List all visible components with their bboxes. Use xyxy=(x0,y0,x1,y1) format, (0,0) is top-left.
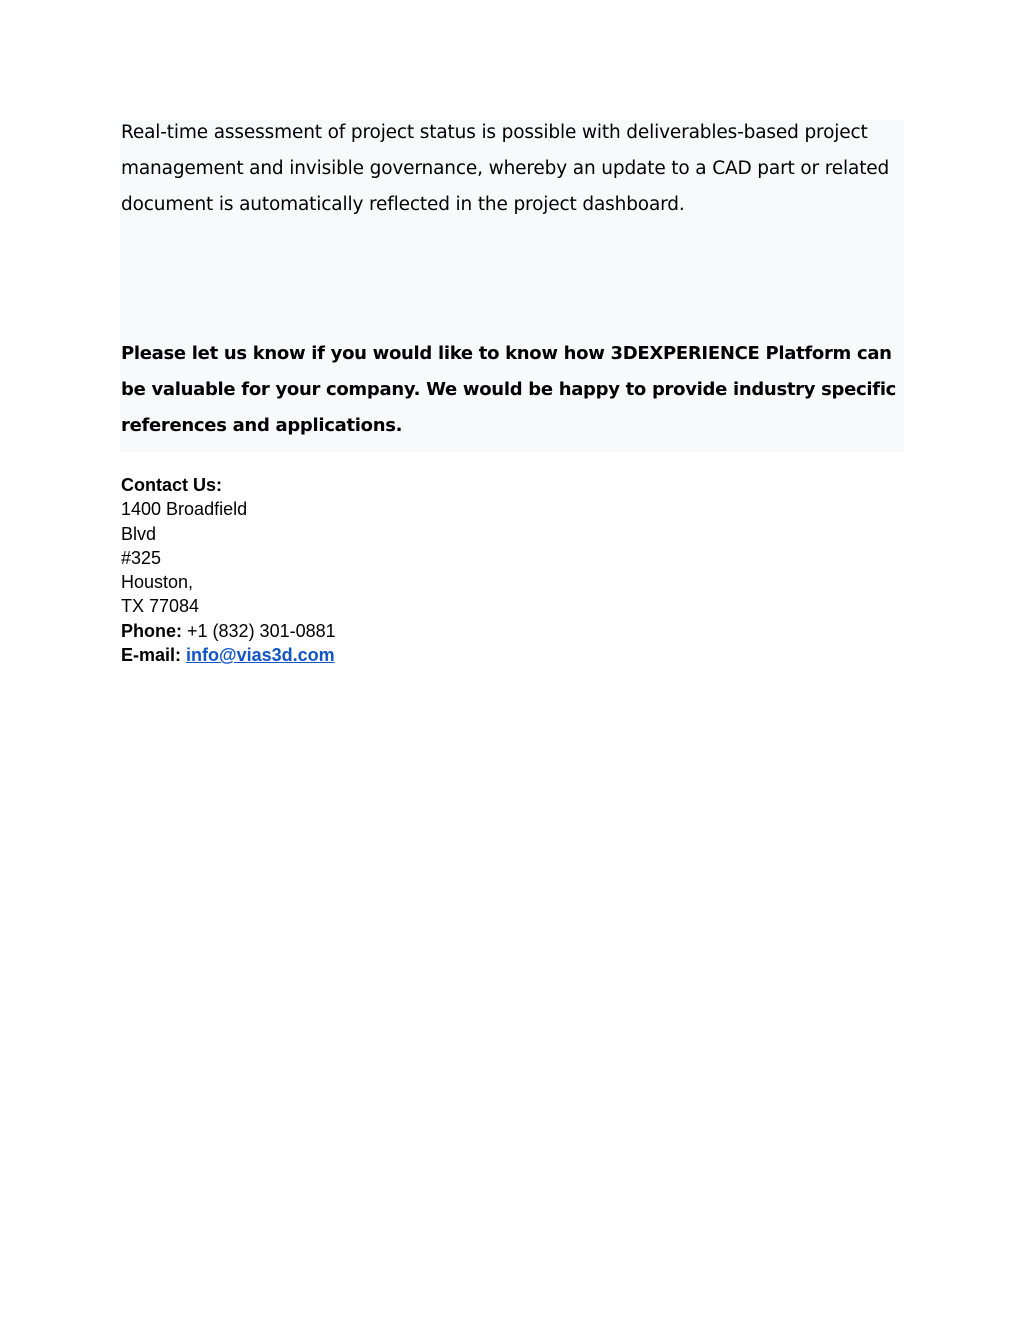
phone-line xyxy=(121,619,336,643)
address-line-2: Blvd xyxy=(121,523,157,544)
project-status-paragraph: Real-time assessment of project status is possible with deliverables-based project management and invisible governance, whereby an update to a CAD part or related document is automatically reflected in the project dashboard. xyxy=(121,122,890,215)
call-to-action-paragraph: Please let us know if you would like to know how 3DEXPERIENCE Platform can be valuable for your company. We would be happy to provide industry specific references and applications. xyxy=(121,343,897,436)
email-link[interactable]: info@vias3d.com xyxy=(186,645,335,666)
address-line-3: #325 xyxy=(121,547,162,568)
contact-heading: Contact Us: xyxy=(121,475,223,495)
phone-label: Phone: xyxy=(121,620,182,641)
email-line xyxy=(121,643,336,667)
contact-section xyxy=(121,473,336,667)
phone-value: +1 (832) 301-0881 xyxy=(187,620,336,641)
email-label: E-mail: xyxy=(121,645,182,666)
address-line-1: 1400 Broadfield xyxy=(121,499,248,520)
address-line-4: Houston, xyxy=(121,572,194,593)
address-line-5: TX 77084 xyxy=(121,596,200,617)
